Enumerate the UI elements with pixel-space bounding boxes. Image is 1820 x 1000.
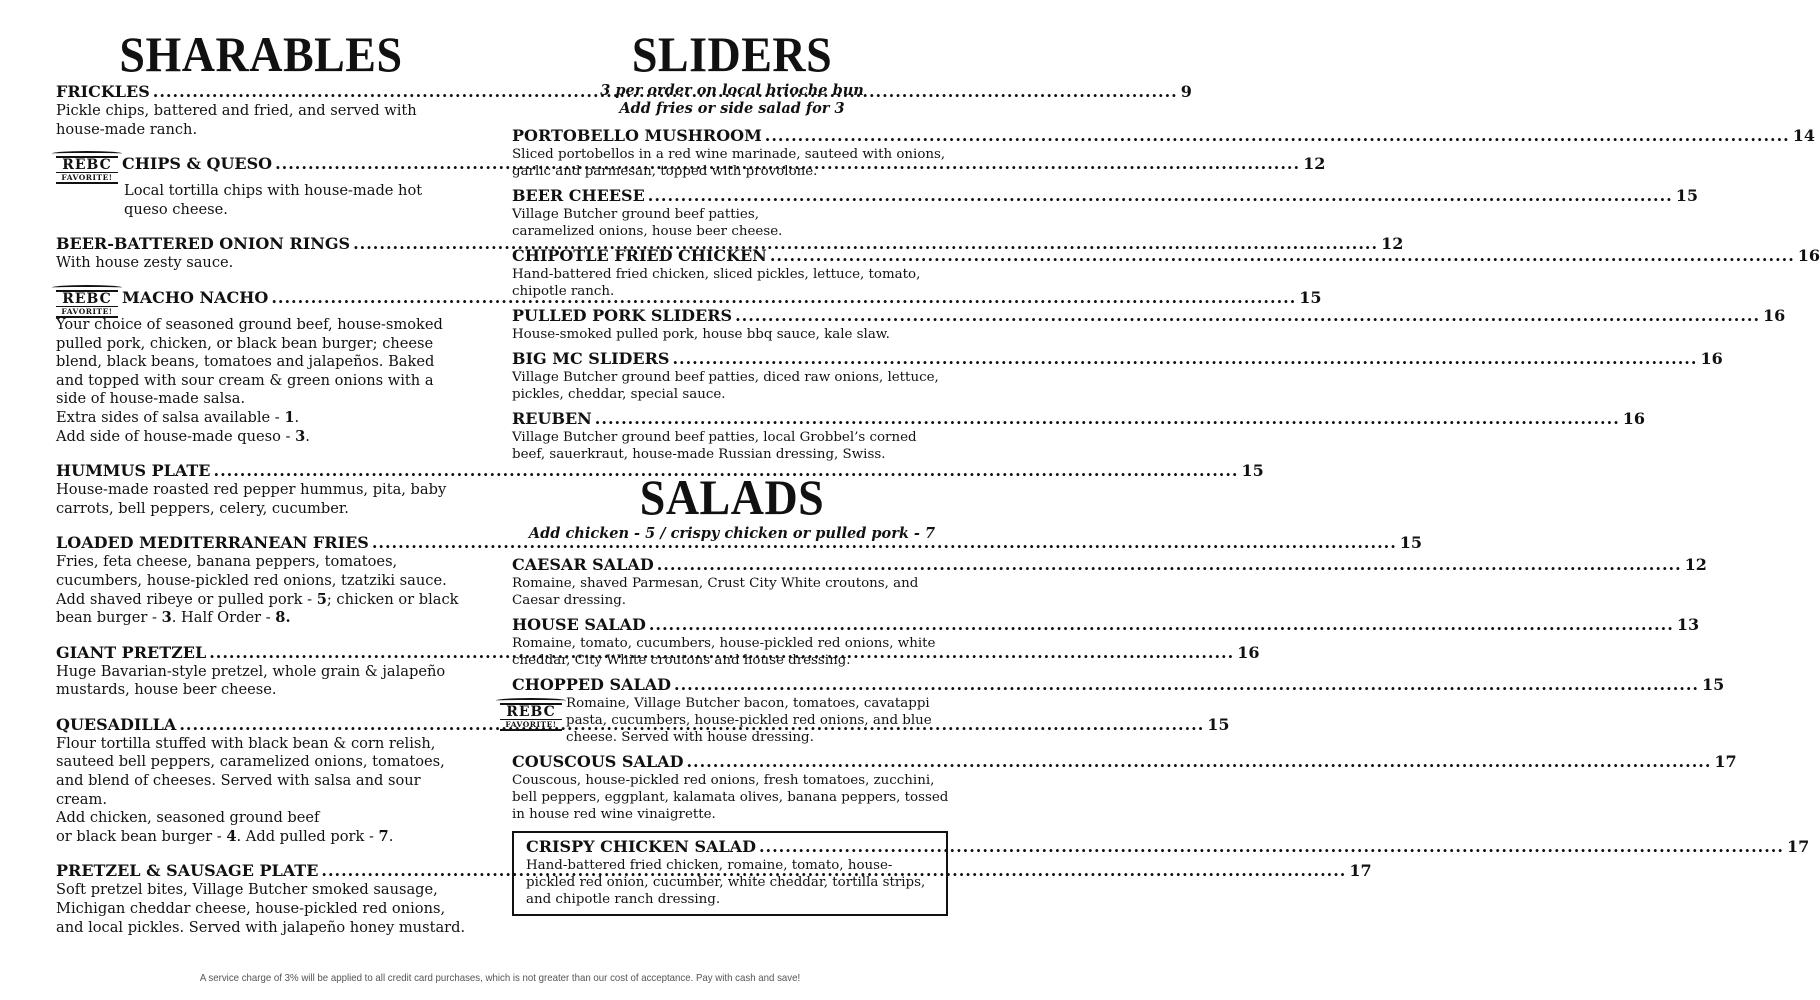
item-name: QUESADILLA	[56, 714, 177, 734]
item-price: 15	[1675, 186, 1699, 205]
menu-item-reuben	[512, 409, 1646, 463]
item-price: 15	[1399, 533, 1423, 553]
item-name: BEER CHEESE	[512, 186, 645, 205]
salads-title: SALADS	[639, 469, 825, 525]
item-description: Your choice of seasoned ground beef, house-smoked pulled pork, chicken, or black bean burger; cheese blend, black beans, tomatoes and jalapeños. Baked and topped with sour cream & green onions with a side of house-made salsa.	[56, 315, 443, 408]
leader-dots	[595, 409, 1620, 429]
item-description: Romaine, Village Butcher bacon, tomatoes, cavatappi pasta, cucumbers, house-pickled red onions, and blue cheese. Served with house dressing.	[566, 696, 932, 745]
rebc-favorite-badge-icon: REBC FAVORITE!	[56, 156, 118, 184]
item-name: CHIPOTLE FRIED CHICKEN	[512, 246, 767, 265]
item-name: FRICKLES	[56, 82, 150, 101]
rebc-favorite-badge-icon: REBC FAVORITE!	[500, 703, 562, 731]
item-description: Hand-battered fried chicken, sliced pickles, lettuce, tomato, chipotle ranch.	[512, 267, 921, 299]
item-extra: Extra sides of salsa available - 1.	[56, 408, 300, 426]
item-price: 17	[1714, 752, 1737, 771]
leader-dots	[759, 837, 1784, 857]
item-price: 15	[1701, 675, 1725, 694]
item-price: 16	[1622, 409, 1646, 428]
item-name: CHOPPED SALAD	[512, 675, 671, 694]
sliders-title: SLIDERS	[631, 26, 833, 82]
item-description: House-made roasted red pepper hummus, pita, baby carrots, bell peppers, celery, cucumber.	[56, 481, 447, 517]
item-name: LOADED MEDITERRANEAN FRIES	[56, 533, 369, 553]
item-description: House-smoked pulled pork, house bbq sauce, kale slaw.	[512, 327, 890, 342]
item-description: Romaine, tomato, cucumbers, house-pickled red onions, white cheddar, City White croutons and house dressing.	[512, 636, 936, 668]
item-description: Couscous, house-pickled red onions, fresh tomatoes, zucchini, bell peppers, eggplant, kalamata olives, banana peppers, tossed in house red wine vinaigrette.	[512, 773, 949, 822]
item-price: 15	[1299, 287, 1322, 307]
item-description: Village Butcher ground beef patties, diced raw onions, lettuce, pickles, cheddar, special sauce.	[512, 370, 939, 402]
item-description: Village Butcher ground beef patties, local Grobbel’s corned beef, sauerkraut, house-made Russian dressing, Swiss.	[512, 430, 917, 462]
item-name: CRISPY CHICKEN SALAD	[526, 837, 756, 856]
item-description: Fries, feta cheese, banana peppers, tomatoes, cucumbers, house-pickled red onions, tzatziki sauce. Add shaved ribeye or pulled pork - 5; chicken or black bean burger - 3. Half Order - 8.	[56, 553, 459, 627]
salads-note: Add chicken - 5 / crispy chicken or pulled pork - 7	[528, 525, 936, 542]
item-name: PULLED PORK SLIDERS	[512, 306, 733, 325]
item-price: 17	[1349, 861, 1372, 881]
item-description: Pickle chips, battered and fried, and served with house-made ranch.	[56, 102, 417, 138]
item-name: BIG MC SLIDERS	[512, 349, 670, 368]
sliders-note: 3 per order on local brioche bun	[600, 82, 864, 99]
item-description: Flour tortilla stuffed with black bean & corn relish, sauteed bell peppers, caramelized onions, tomatoes, and blend of cheeses. Served with salsa and sour cream.	[56, 734, 445, 808]
item-price: 14	[1792, 126, 1816, 145]
item-price: 16	[1797, 246, 1820, 265]
item-price: 15	[1207, 714, 1230, 734]
item-price: 17	[1786, 837, 1810, 856]
leader-dots	[648, 186, 1673, 206]
menu-item-beer-cheese	[512, 186, 1699, 240]
item-name: COUSCOUS SALAD	[512, 752, 684, 771]
leader-dots	[770, 246, 1795, 266]
item-price: 16	[1700, 349, 1723, 368]
item-name: REUBEN	[512, 409, 592, 428]
item-price: 15	[1241, 461, 1264, 481]
item-extra: Add side of house-made queso - 3.	[56, 427, 310, 445]
item-name: BEER-BATTERED ONION RINGS	[56, 234, 351, 254]
item-name: HUMMUS PLATE	[56, 461, 211, 481]
item-price: 13	[1676, 615, 1700, 634]
item-description: Romaine, shaved Parmesan, Crust City White croutons, and Caesar dressing.	[512, 576, 919, 608]
item-description: Village Butcher ground beef patties, caramelized onions, house beer cheese.	[512, 207, 783, 239]
item-description: Hand-battered fried chicken, romaine, tomato, house-pickled red onion, cucumber, white cheddar, tortilla strips, and chipotle ranch dressing.	[526, 858, 926, 907]
sharables-title: SHARABLES	[119, 26, 403, 82]
rebc-favorite-badge-icon: REBC FAVORITE!	[56, 290, 118, 318]
leader-dots	[674, 675, 1699, 695]
item-price: 9	[1180, 82, 1192, 101]
leader-dots	[765, 126, 1790, 146]
item-description: Local tortilla chips with house-made hot queso cheese.	[124, 182, 423, 218]
item-name: CHIPS & QUESO	[122, 154, 273, 174]
item-price: 12	[1684, 555, 1707, 574]
item-description: Soft pretzel bites, Village Butcher smoked sausage, Michigan cheddar cheese, house-pickled red onions, and local pickles. Served with jalapeño honey mustard.	[56, 881, 466, 936]
item-description: With house zesty sauce.	[56, 254, 234, 272]
item-name: PRETZEL & SAUSAGE PLATE	[56, 861, 319, 881]
leader-dots	[672, 349, 1697, 369]
leader-dots	[735, 306, 1760, 326]
leader-dots	[686, 752, 1711, 772]
item-description: Sliced portobellos in a red wine marinade, sauteed with onions, garlic and parmesan, topped with provolone.	[512, 147, 946, 179]
item-name: HOUSE SALAD	[512, 615, 646, 634]
sliders-note: Add fries or side salad for 3	[619, 100, 845, 117]
item-price: 12	[1381, 234, 1404, 254]
leader-dots	[657, 555, 1682, 575]
item-name: CAESAR SALAD	[512, 555, 654, 574]
menu-item-crispy-chicken-salad	[512, 831, 1810, 916]
item-name: MACHO NACHO	[122, 287, 269, 307]
item-name: GIANT PRETZEL	[56, 642, 207, 662]
item-name: PORTOBELLO MUSHROOM	[512, 126, 762, 145]
leader-dots	[649, 615, 1674, 635]
menu-item-pulled-pork-sliders	[512, 306, 1786, 343]
sliders-salads-column	[505, 0, 1820, 922]
menu-item-caesar-salad	[512, 555, 1707, 609]
menu-item-chopped-salad	[505, 675, 1725, 746]
service-charge-footer: A service charge of 3% will be applied to all credit card purchases, which is not greater than our cost of acceptance. Pay with cash and save!	[199, 972, 801, 984]
item-extra: Add chicken, seasoned ground beef	[56, 809, 320, 827]
menu-item-big-mc	[512, 349, 1723, 403]
item-price: 16	[1237, 642, 1260, 662]
item-price: 12	[1303, 154, 1326, 174]
item-extra: or black bean burger - 4. Add pulled pork - 7.	[56, 827, 394, 845]
item-description: Huge Bavarian-style pretzel, whole grain & jalapeño mustards, house beer cheese.	[56, 662, 446, 699]
item-price: 16	[1763, 306, 1786, 325]
menu-item-couscous-salad	[512, 752, 1737, 823]
